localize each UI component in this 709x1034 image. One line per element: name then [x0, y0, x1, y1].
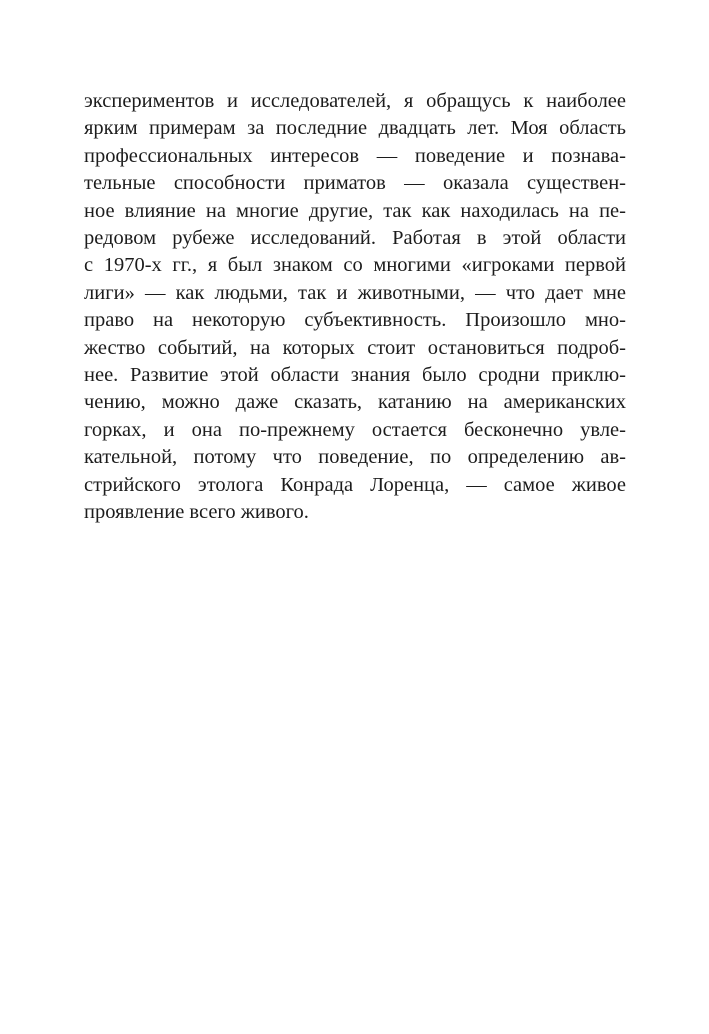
- text-line: кательной, потому что поведение, по определению ав-: [84, 446, 626, 469]
- text-line: экспериментов и исследователей, я обращусь к наиболее: [84, 90, 626, 112]
- text-line: стрийского этолога Конрада Лоренца, — самое живое: [84, 473, 626, 496]
- text-line: ное влияние на многие другие, так как находилась на пе-: [84, 199, 626, 222]
- text-line: право на некоторую субъективность. Произошло мно-: [84, 309, 626, 332]
- text-line: горках, и она по-прежнему остается бесконечно увле-: [84, 418, 626, 441]
- text-line: редовом рубеже исследований. Работая в этой области: [84, 227, 626, 250]
- text-line: лиги» — как людьми, так и животными, — что дает мне: [84, 281, 626, 304]
- text-line: с 1970-х гг., я был знаком со многими «игроками первой: [84, 254, 626, 277]
- text-line: ярким примерам за последние двадцать лет. Моя область: [84, 117, 626, 140]
- text-line: профессиональных интересов — поведение и познава-: [84, 144, 626, 167]
- text-line: чению, можно даже сказать, катанию на американских: [84, 391, 626, 414]
- paragraph: [84, 88, 626, 527]
- text-line: жество событий, на которых стоит остановиться подроб-: [84, 336, 626, 359]
- text-line: тельные способности приматов — оказала существен-: [84, 172, 626, 195]
- text-line: нее. Развитие этой области знания было сродни приклю-: [84, 364, 626, 387]
- text-line: проявление всего живого.: [84, 501, 309, 524]
